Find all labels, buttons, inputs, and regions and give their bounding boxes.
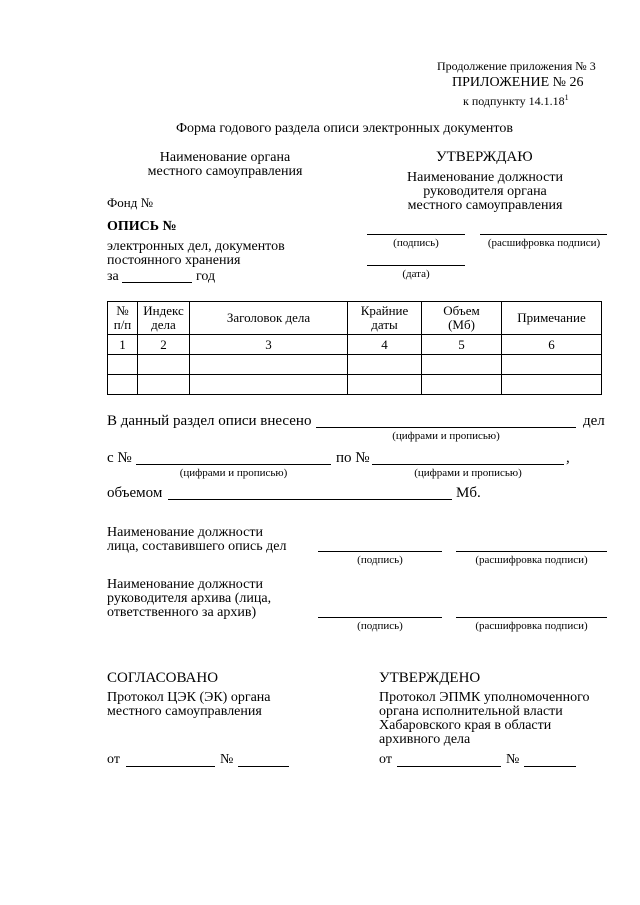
from-number-blank xyxy=(136,464,331,465)
table-cell: 5 xyxy=(422,335,502,355)
table-cell: 3 xyxy=(190,335,348,355)
approved-number-label: № xyxy=(506,752,520,767)
agreed-number-label: № xyxy=(220,752,234,767)
continuation-note: Продолжение приложения № 3 xyxy=(437,59,596,73)
agreed-line1: Протокол ЦЭК (ЭК) органа xyxy=(107,690,271,705)
appendix-title: ПРИЛОЖЕНИЕ № 26 xyxy=(452,75,584,90)
compiler-decode-line xyxy=(456,551,607,552)
approver-date-caption: (дата) xyxy=(402,268,430,280)
table-row xyxy=(108,355,602,375)
table-header-row xyxy=(108,302,602,335)
table-cell xyxy=(502,355,602,375)
archive-decode-line xyxy=(456,617,607,618)
table-cell xyxy=(348,375,422,395)
entered-count-blank xyxy=(316,427,576,428)
agreed-line2: местного самоуправления xyxy=(107,704,262,719)
approver-position-line1: Наименование должности xyxy=(407,170,563,185)
archive-head-line2: руководителя архива (лица, xyxy=(107,591,272,606)
approved-line4: архивного дела xyxy=(379,732,471,747)
col-index-header: Индекс дела xyxy=(138,302,190,335)
from-number-caption: (цифрами и прописью) xyxy=(179,467,288,479)
table-cell xyxy=(422,375,502,395)
table-cell xyxy=(502,375,602,395)
volume-blank xyxy=(168,499,452,500)
col-title-header: Заголовок дела xyxy=(190,302,348,335)
org-name-line2: местного самоуправления xyxy=(147,164,303,179)
table-row xyxy=(108,375,602,395)
table-cell xyxy=(190,355,348,375)
table-cell: 6 xyxy=(502,335,602,355)
approved-heading: УТВЕРЖДЕНО xyxy=(379,670,481,686)
col-volume-header: Объем (Мб) xyxy=(422,302,502,335)
approve-heading: УТВЕРЖДАЮ xyxy=(436,149,533,165)
approved-from-label: от xyxy=(379,752,392,767)
compiler-position-line2: лица, составившего опись дел xyxy=(107,539,287,554)
year-prefix: за xyxy=(107,269,119,284)
approver-position-line3: местного самоуправления xyxy=(407,198,563,213)
entered-count-caption: (цифрами и прописью) xyxy=(392,430,500,442)
approver-date-line xyxy=(367,265,465,266)
col-dates-header: Крайние даты xyxy=(348,302,422,335)
archive-sign-caption: (подпись) xyxy=(357,620,403,632)
to-number-comma: , xyxy=(566,450,570,466)
subpoint-text: к подпункту 14.1.18 xyxy=(463,94,565,108)
compiler-position-line1: Наименование должности xyxy=(107,525,263,540)
approved-date-blank xyxy=(397,766,501,767)
compiler-decode-caption: (расшифровка подписи) xyxy=(475,554,588,566)
table-cell: 4 xyxy=(348,335,422,355)
approver-sign-line xyxy=(367,234,465,235)
archive-head-line3: ответственного за архив) xyxy=(107,605,257,620)
approved-line1: Протокол ЭПМК уполномоченного xyxy=(379,690,590,705)
table-cell xyxy=(108,375,138,395)
volume-label: объемом xyxy=(107,485,163,501)
opis-desc-line1: электронных дел, документов xyxy=(107,239,285,254)
table-cell: 2 xyxy=(138,335,190,355)
entered-prefix: В данный раздел описи внесено xyxy=(107,413,312,429)
to-number-caption: (цифрами и прописью) xyxy=(414,467,522,479)
agreed-heading: СОГЛАСОВАНО xyxy=(107,670,219,686)
volume-unit: Мб. xyxy=(456,485,481,501)
table-cell: 1 xyxy=(108,335,138,355)
inventory-table xyxy=(107,301,602,395)
approver-decode-line xyxy=(480,234,607,235)
agreed-from-label: от xyxy=(107,752,120,767)
compiler-sign-line xyxy=(318,551,442,552)
to-number-blank xyxy=(372,464,564,465)
approver-position-line2: руководителя органа xyxy=(423,184,547,199)
approved-line3: Хабаровского края в области xyxy=(379,718,552,733)
opis-title: ОПИСЬ № xyxy=(107,219,177,234)
approved-number-blank xyxy=(524,766,576,767)
col-note-header: Примечание xyxy=(502,302,602,335)
opis-desc-line2: постоянного хранения xyxy=(107,253,241,268)
entered-suffix: дел xyxy=(583,413,605,429)
fond-label: Фонд № xyxy=(107,195,153,210)
archive-head-line1: Наименование должности xyxy=(107,577,263,592)
subpoint-note xyxy=(463,93,569,109)
year-blank xyxy=(122,282,192,283)
approved-line2: органа исполнительной власти xyxy=(379,704,563,719)
archive-sign-line xyxy=(318,617,442,618)
archive-decode-caption: (расшифровка подписи) xyxy=(475,620,588,632)
compiler-sign-caption: (подпись) xyxy=(357,554,403,566)
subpoint-sup: 1 xyxy=(564,93,569,102)
to-number-label: по № xyxy=(336,450,370,466)
table-cell xyxy=(348,355,422,375)
org-name-line1: Наименование органа xyxy=(159,150,291,165)
col-number-header: № п/п xyxy=(108,302,138,335)
from-number-label: с № xyxy=(107,450,132,466)
form-title: Форма годового раздела описи электронных документов xyxy=(176,121,513,136)
approver-sign-caption: (подпись) xyxy=(393,237,439,249)
table-cell xyxy=(190,375,348,395)
table-cell xyxy=(138,355,190,375)
table-numbering-row xyxy=(108,335,602,355)
table-cell xyxy=(108,355,138,375)
year-suffix: год xyxy=(196,269,216,284)
table-cell xyxy=(138,375,190,395)
agreed-date-blank xyxy=(126,766,215,767)
agreed-number-blank xyxy=(238,766,289,767)
approver-decode-caption: (расшифровка подписи) xyxy=(487,237,601,249)
table-cell xyxy=(422,355,502,375)
